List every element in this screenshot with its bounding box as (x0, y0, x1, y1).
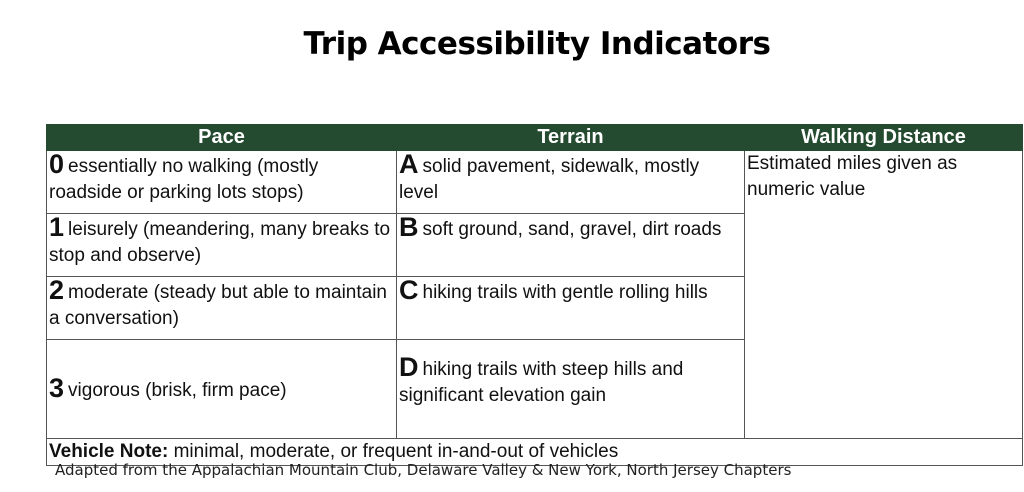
terrain-code: A (399, 149, 419, 179)
pace-code: 0 (49, 149, 65, 179)
pace-cell (47, 277, 397, 340)
header-row (47, 125, 1023, 151)
terrain-code: D (399, 352, 419, 382)
pace-code: 1 (49, 212, 65, 242)
source-attribution: Adapted from the Appalachian Mountain Club, Delaware Valley & New York, North Jersey Chapters (55, 461, 792, 479)
pace-code: 2 (49, 275, 65, 305)
terrain-cell (397, 151, 745, 214)
terrain-cell (397, 340, 745, 439)
pace-cell (47, 340, 397, 439)
terrain-cell (397, 214, 745, 277)
terrain-description: hiking trails with steep hills and significant elevation gain (399, 359, 684, 406)
vehicle-note-label: Vehicle Note: (49, 441, 169, 462)
walking-distance-description: Estimated miles given as numeric value (747, 153, 958, 200)
terrain-description: soft ground, sand, gravel, dirt roads (422, 219, 722, 240)
header-pace: Pace (47, 125, 397, 151)
terrain-description: hiking trails with gentle rolling hills (422, 282, 708, 303)
terrain-description: solid pavement, sidewalk, mostly level (399, 156, 700, 203)
pace-description: leisurely (meandering, many breaks to stop and observe) (49, 219, 391, 266)
pace-description: vigorous (brisk, firm pace) (68, 379, 287, 401)
pace-cell (47, 151, 397, 214)
pace-description: essentially no walking (mostly roadside or parking lots stops) (49, 156, 319, 203)
table-row (47, 151, 1023, 214)
terrain-cell (397, 277, 745, 340)
terrain-code: B (399, 212, 419, 242)
header-walking-distance: Walking Distance (745, 125, 1023, 151)
pace-cell (47, 214, 397, 277)
terrain-code: C (399, 275, 419, 305)
pace-description: moderate (steady but able to maintain a conversation) (49, 282, 387, 329)
vehicle-note-text: minimal, moderate, or frequent in-and-out of vehicles (168, 441, 619, 462)
header-terrain: Terrain (397, 125, 745, 151)
page-title: Trip Accessibility Indicators (303, 26, 771, 62)
pace-code: 3 (49, 372, 65, 403)
accessibility-table (46, 124, 1023, 466)
walking-distance-cell (745, 151, 1023, 439)
